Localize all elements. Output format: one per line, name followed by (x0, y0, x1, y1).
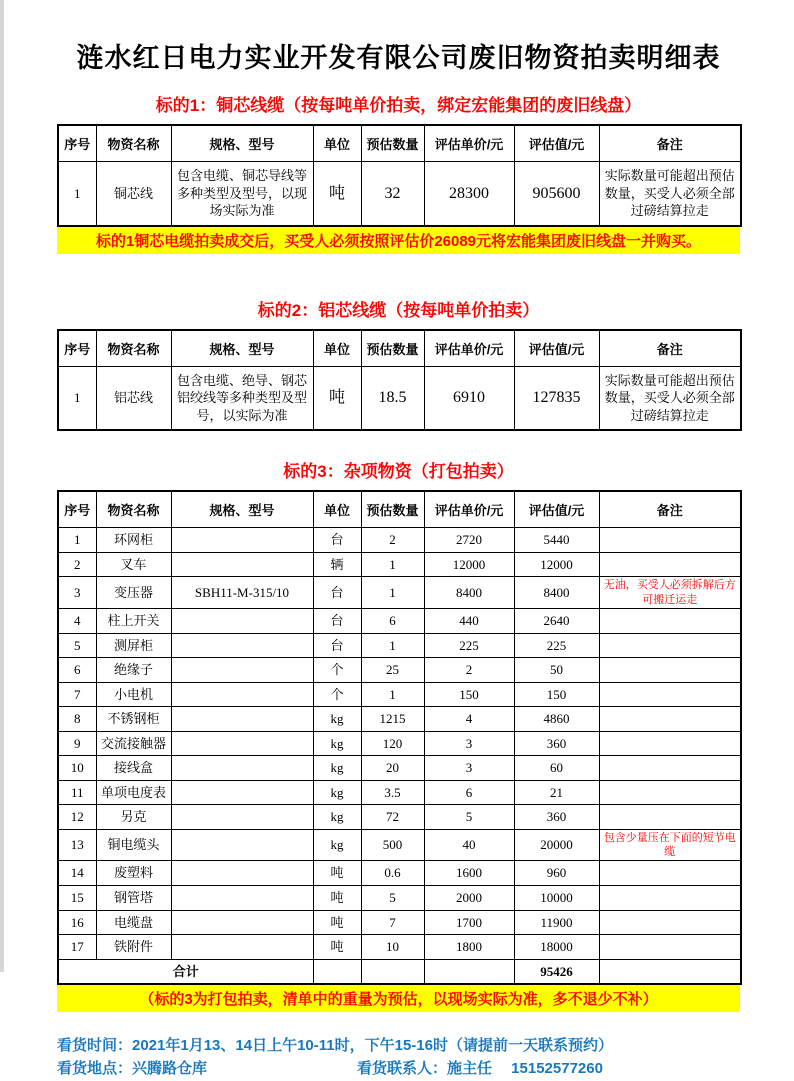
cell-note (599, 608, 741, 633)
cell-spec (171, 780, 313, 805)
cell-qty: 3.5 (361, 780, 424, 805)
cell-price: 8400 (424, 577, 514, 609)
table-row (58, 935, 741, 960)
column-header: 规格、型号 (171, 330, 313, 367)
cell-qty: 1215 (361, 707, 424, 732)
cell-no: 12 (58, 805, 96, 830)
cell-value: 8400 (514, 577, 599, 609)
column-header: 预估数量 (361, 125, 424, 162)
page-title: 涟水红日电力实业开发有限公司废旧物资拍卖明细表 (76, 43, 721, 73)
cell-qty: 5 (361, 886, 424, 911)
auction-detail-document (57, 0, 740, 1081)
cell-price: 4 (424, 707, 514, 732)
cell-spec (171, 731, 313, 756)
table-row (58, 829, 741, 861)
cell-note (599, 805, 741, 830)
lot3-heading: 标的3：杂项物资（打包拍卖） (283, 462, 514, 482)
cell-spec: 包含电缆、铜芯导线等多种类型及型号，以现场实际为准 (171, 162, 313, 226)
cell-no: 17 (58, 935, 96, 960)
cell-spec (171, 886, 313, 911)
section-lot1 (57, 91, 740, 254)
cell-value: 20000 (514, 829, 599, 861)
cell-qty: 1 (361, 682, 424, 707)
cell-name: 接线盒 (96, 756, 171, 781)
column-header: 评估单价/元 (424, 491, 514, 528)
cell-qty: 25 (361, 658, 424, 683)
cell-qty: 120 (361, 731, 424, 756)
column-header: 规格、型号 (171, 491, 313, 528)
table-row (58, 861, 741, 886)
cell-unit: 个 (313, 682, 361, 707)
table-row (58, 633, 741, 658)
cell-price: 6 (424, 780, 514, 805)
cell-price: 1800 (424, 935, 514, 960)
cell-no: 8 (58, 707, 96, 732)
cell-name: 电缆盘 (96, 910, 171, 935)
cell-qty: 72 (361, 805, 424, 830)
cell-no: 9 (58, 731, 96, 756)
header-row (58, 330, 741, 367)
table-row (58, 910, 741, 935)
cell-qty: 1 (361, 633, 424, 658)
section-lot3 (57, 457, 740, 1012)
cell-price: 28300 (424, 162, 514, 226)
lot1-banner: 标的1铜芯电缆拍卖成交后，买受人必须按照评估价26089元将宏能集团废旧线盘一并购买。 (57, 227, 740, 254)
cell-spec (171, 633, 313, 658)
cell-value: 360 (514, 731, 599, 756)
cell-name: 铜电缆头 (96, 829, 171, 861)
cell-value: 18000 (514, 935, 599, 960)
table-row (58, 552, 741, 577)
cell-name: 测屏柜 (96, 633, 171, 658)
footer (57, 1034, 740, 1081)
cell-spec (171, 756, 313, 781)
cell-unit: 台 (313, 528, 361, 553)
cell-value: 11900 (514, 910, 599, 935)
table-row (58, 805, 741, 830)
column-header: 评估值/元 (514, 330, 599, 367)
table-row (58, 707, 741, 732)
cell-unit: kg (313, 756, 361, 781)
cell-spec (171, 707, 313, 732)
cell-note: 实际数量可能超出预估数量，买受人必须全部过磅结算拉走 (599, 366, 741, 430)
column-header: 预估数量 (361, 330, 424, 367)
cell-qty: 32 (361, 162, 424, 226)
cell-value: 127835 (514, 366, 599, 430)
cell-note (599, 935, 741, 960)
column-header: 序号 (58, 125, 96, 162)
cell-name: 不锈钢柜 (96, 707, 171, 732)
cell-note (599, 910, 741, 935)
column-header: 物资名称 (96, 125, 171, 162)
cell-unit: kg (313, 780, 361, 805)
cell-unit: 台 (313, 633, 361, 658)
cell-qty: 2 (361, 528, 424, 553)
cell-no: 3 (58, 577, 96, 609)
cell-value: 21 (514, 780, 599, 805)
cell-qty: 6 (361, 608, 424, 633)
cell-unit: 台 (313, 577, 361, 609)
cell-price: 150 (424, 682, 514, 707)
viewing-location: 看货地点：兴腾路仓库 (57, 1060, 208, 1078)
cell-note (599, 731, 741, 756)
table-row (58, 658, 741, 683)
cell-value: 905600 (514, 162, 599, 226)
lot1-heading: 标的1：铜芯线缆（按每吨单价拍卖，绑定宏能集团的废旧线盘） (155, 96, 642, 115)
cell-no: 15 (58, 886, 96, 911)
cell-name: 绝缘子 (96, 658, 171, 683)
cell-value: 150 (514, 682, 599, 707)
cell-price: 2000 (424, 886, 514, 911)
cell-unit: kg (313, 707, 361, 732)
cell-no: 2 (58, 552, 96, 577)
cell-spec (171, 658, 313, 683)
cell-spec (171, 608, 313, 633)
table-row (58, 780, 741, 805)
cell-no: 14 (58, 861, 96, 886)
cell-value: 10000 (514, 886, 599, 911)
column-header: 规格、型号 (171, 125, 313, 162)
scan-edge (0, 0, 4, 972)
cell-note (599, 780, 741, 805)
cell-spec (171, 861, 313, 886)
table-row (58, 528, 741, 553)
cell-note (599, 861, 741, 886)
cell-unit: 台 (313, 608, 361, 633)
column-header: 评估单价/元 (424, 125, 514, 162)
cell-note (599, 886, 741, 911)
cell-name: 铜芯线 (96, 162, 171, 226)
cell-unit: kg (313, 731, 361, 756)
cell-no: 4 (58, 608, 96, 633)
cell-name: 单项电度表 (96, 780, 171, 805)
cell-spec: 包含电缆、绝导、钢芯铝绞线等多种类型及型号，以实际为准 (171, 366, 313, 430)
cell-unit: 吨 (313, 366, 361, 430)
cell-value: 4860 (514, 707, 599, 732)
cell-unit: kg (313, 805, 361, 830)
lot2-heading: 标的2：铝芯线缆（按每吨单价拍卖） (257, 300, 540, 320)
cell-value: 5440 (514, 528, 599, 553)
cell-spec (171, 805, 313, 830)
column-header: 物资名称 (96, 330, 171, 367)
lot3-banner: （标的3为打包拍卖，清单中的重量为预估，以现场实际为准，多不退少不补） (57, 985, 740, 1012)
cell-name: 钢管塔 (96, 886, 171, 911)
column-header: 评估值/元 (514, 125, 599, 162)
cell-name: 铝芯线 (96, 366, 171, 430)
cell-name: 柱上开关 (96, 608, 171, 633)
column-header: 备注 (599, 125, 741, 162)
cell-qty: 20 (361, 756, 424, 781)
viewing-time: 看货时间：2021年1月13、14日上午10-11时，下午15-16时（请提前一天联系预约） (57, 1037, 613, 1055)
cell-price: 3 (424, 756, 514, 781)
cell-note (599, 756, 741, 781)
cell-name: 另克 (96, 805, 171, 830)
cell-spec (171, 910, 313, 935)
cell-no: 1 (58, 162, 96, 226)
cell-note (599, 682, 741, 707)
cell-qty: 0.6 (361, 861, 424, 886)
cell-unit: 吨 (313, 886, 361, 911)
column-header: 单位 (313, 125, 361, 162)
cell-no: 6 (58, 658, 96, 683)
cell-note: 实际数量可能超出预估数量，买受人必须全部过磅结算拉走 (599, 162, 741, 226)
cell-no: 1 (58, 528, 96, 553)
column-header: 备注 (599, 491, 741, 528)
cell-name: 铁附件 (96, 935, 171, 960)
cell-name: 小电机 (96, 682, 171, 707)
cell-value: 50 (514, 658, 599, 683)
cell-price: 12000 (424, 552, 514, 577)
column-header: 预估数量 (361, 491, 424, 528)
cell-name: 废塑料 (96, 861, 171, 886)
cell-price: 225 (424, 633, 514, 658)
cell-price: 1600 (424, 861, 514, 886)
cell-no: 5 (58, 633, 96, 658)
cell-no: 16 (58, 910, 96, 935)
cell-note (599, 707, 741, 732)
cell-price: 2 (424, 658, 514, 683)
cell-no: 7 (58, 682, 96, 707)
cell-value: 360 (514, 805, 599, 830)
cell-no: 13 (58, 829, 96, 861)
cell-spec: SBH11-M-315/10 (171, 577, 313, 609)
table-row (58, 756, 741, 781)
column-header: 备注 (599, 330, 741, 367)
cell-value: 960 (514, 861, 599, 886)
table-row (58, 682, 741, 707)
cell-unit: 吨 (313, 910, 361, 935)
cell-no: 11 (58, 780, 96, 805)
column-header: 物资名称 (96, 491, 171, 528)
cell-spec (171, 935, 313, 960)
cell-spec (171, 528, 313, 553)
cell-spec (171, 552, 313, 577)
column-header: 单位 (313, 330, 361, 367)
cell-name: 变压器 (96, 577, 171, 609)
cell-unit: 吨 (313, 162, 361, 226)
cell-note: 包含少量压在下面的短节电缆 (599, 829, 741, 861)
table-row (58, 366, 741, 430)
cell-spec (171, 682, 313, 707)
cell-value: 60 (514, 756, 599, 781)
table-row (58, 731, 741, 756)
cell-note (599, 633, 741, 658)
cell-name: 叉车 (96, 552, 171, 577)
cell-price: 40 (424, 829, 514, 861)
table-row (58, 886, 741, 911)
lot1-table (57, 124, 742, 227)
cell-note (599, 528, 741, 553)
cell-qty: 10 (361, 935, 424, 960)
cell-qty: 7 (361, 910, 424, 935)
table-row (58, 608, 741, 633)
cell-unit: 辆 (313, 552, 361, 577)
column-header: 序号 (58, 491, 96, 528)
cell-no: 1 (58, 366, 96, 430)
column-header: 单位 (313, 491, 361, 528)
cell-qty: 1 (361, 577, 424, 609)
cell-price: 440 (424, 608, 514, 633)
cell-unit: 吨 (313, 861, 361, 886)
cell-spec (171, 829, 313, 861)
column-header: 序号 (58, 330, 96, 367)
cell-qty: 18.5 (361, 366, 424, 430)
cell-value: 2640 (514, 608, 599, 633)
cell-qty: 1 (361, 552, 424, 577)
cell-price: 3 (424, 731, 514, 756)
table-row (58, 577, 741, 609)
cell-unit: 个 (313, 658, 361, 683)
cell-value: 12000 (514, 552, 599, 577)
total-value: 95426 (514, 959, 599, 984)
section-lot2 (57, 296, 740, 432)
header-row (58, 491, 741, 528)
cell-price: 1700 (424, 910, 514, 935)
column-header: 评估值/元 (514, 491, 599, 528)
cell-price: 5 (424, 805, 514, 830)
cell-value: 225 (514, 633, 599, 658)
cell-unit: 吨 (313, 935, 361, 960)
header-row (58, 125, 741, 162)
total-label: 合计 (58, 959, 313, 984)
cell-price: 2720 (424, 528, 514, 553)
cell-no: 10 (58, 756, 96, 781)
cell-unit: kg (313, 829, 361, 861)
cell-note: 无油，买受人必须拆解后方可搬迁运走 (599, 577, 741, 609)
table-row (58, 162, 741, 226)
lot3-table (57, 490, 742, 985)
cell-note (599, 658, 741, 683)
column-header: 评估单价/元 (424, 330, 514, 367)
viewing-contact: 看货联系人：施主任 15152577260 (357, 1060, 603, 1078)
cell-qty: 500 (361, 829, 424, 861)
cell-name: 环网柜 (96, 528, 171, 553)
cell-price: 6910 (424, 366, 514, 430)
lot2-table (57, 329, 742, 432)
cell-note (599, 552, 741, 577)
cell-name: 交流接触器 (96, 731, 171, 756)
